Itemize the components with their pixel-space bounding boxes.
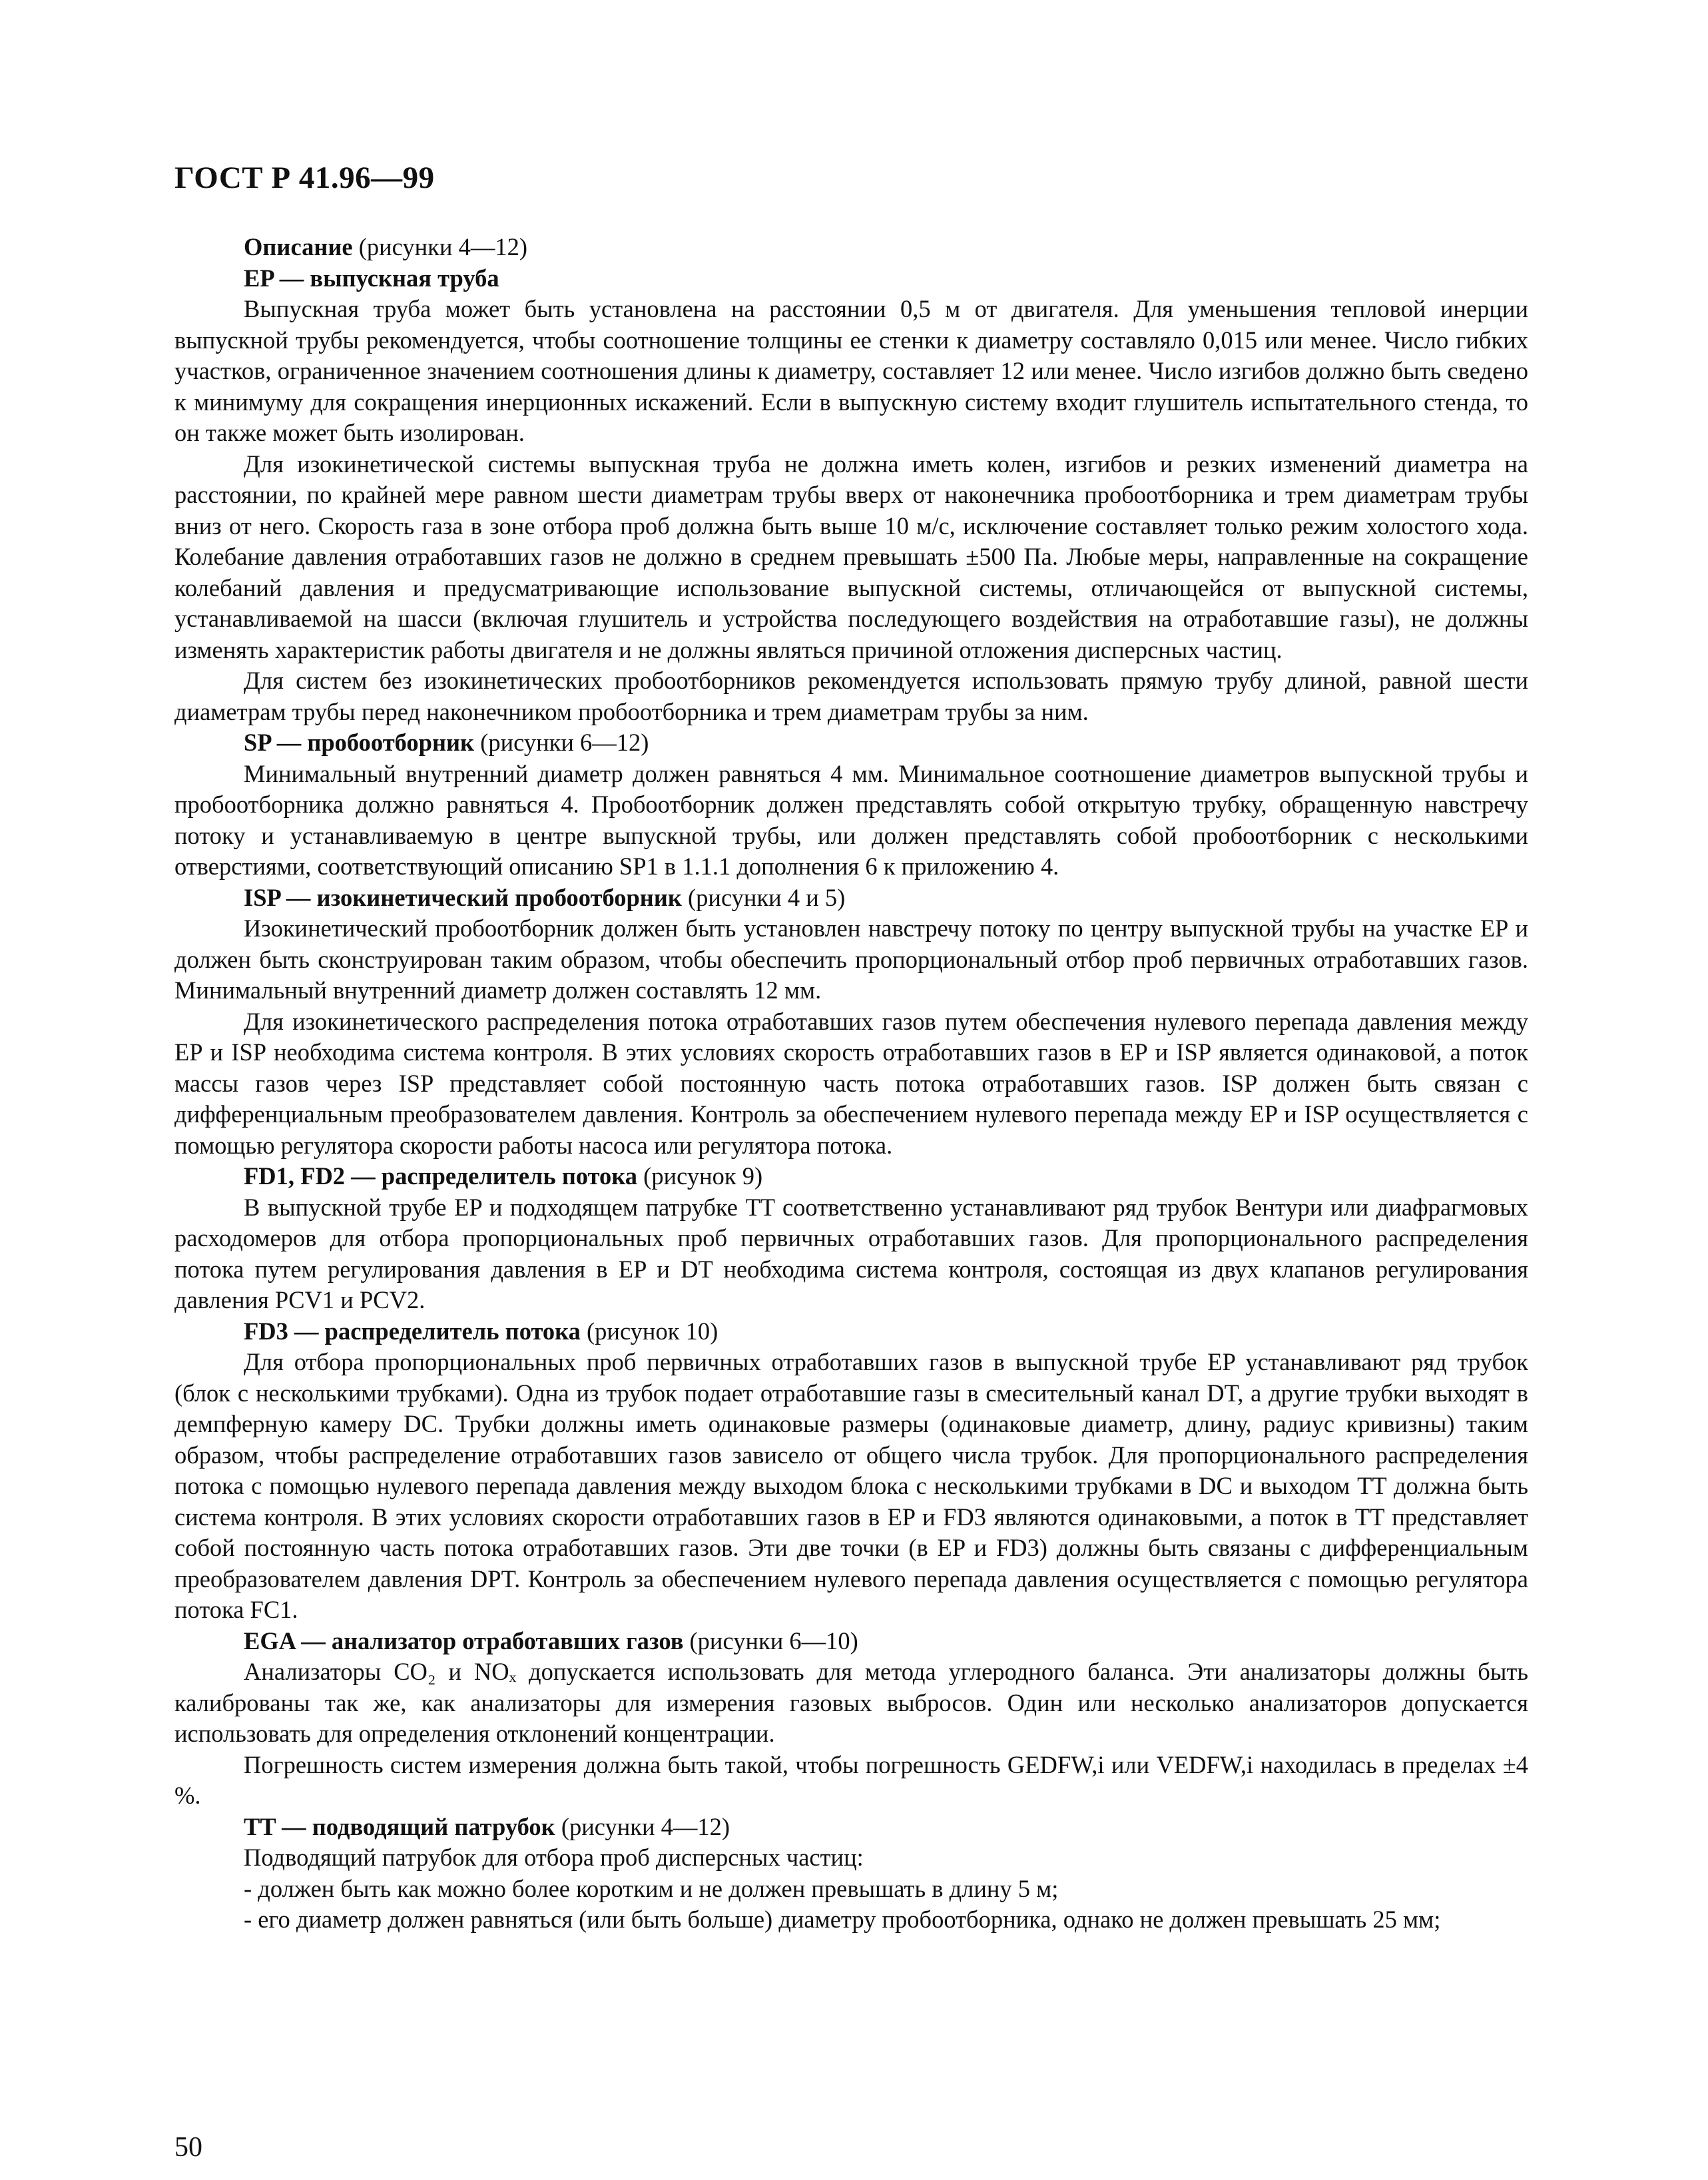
section-heading [174, 1316, 1528, 1347]
body-paragraph: - его диаметр должен равняться (или быть больше) диаметру пробоотборника, однако не должен превышать 25 мм; [244, 1906, 1441, 1933]
section-term: EP — выпускная труба [244, 264, 499, 292]
section-figure-ref: (рисунок 10) [580, 1317, 718, 1345]
body-paragraph: Для отбора пропорциональных проб первичных отработавших газов в выпускной трубе EP устанавливают ряд трубок (блок с несколькими трубками). Одна из трубок подает отработавшие газы в смесительный канал DT, а другие трубки выходят в демпферную камеру DC. Трубки должны иметь одинаковые размеры (одинаковые диаметр, длину, радиус кривизны) таким образом, чтобы распределение отработавших газов зависело от общего числа трубок. Для пропорционального распределения потока с помощью нулевого перепада давления между выходом блока с несколькими трубками в DC и выходом TT должна быть система контроля. В этих условиях скорости отработавших газов в EP и FD3 являются одинаковыми, а поток в TT представляет собой постоянную часть потока отработавших газов. Эти две точки (в EP и FD3) должны быть связаны с дифференциальным преобразователем давления DPT. Контроль за обеспечением нулевого перепада давления осуществляется с помощью регулятора потока FC1. [174, 1348, 1528, 1623]
section-term: SP — пробоотборник [244, 729, 475, 756]
body-paragraph: Погрешность систем измерения должна быть такой, чтобы погрешность GEDFW,i или VEDFW,i находилась в пределах ±4 %. [174, 1750, 1528, 1809]
section-term: TT — подводящий патрубок [244, 1812, 555, 1840]
body-paragraph: - должен быть как можно более коротким и не должен превышать в длину 5 м; [244, 1874, 1059, 1902]
body-paragraph: Анализаторы CO₂ и NOₓ допускается использовать для метода углеродного баланса. Эти анализаторы должны быть калиброваны так же, как анализаторы для измерения газовых выбросов. Один или несколько анализаторов допускается использовать для определения отклонений концентрации. [174, 1658, 1528, 1747]
section-figure-ref: (рисунки 4—12) [555, 1812, 730, 1840]
section-figure-ref: (рисунки 4 и 5) [681, 883, 846, 911]
body-paragraph: Для систем без изокинетических пробоотборников рекомендуется использовать прямую трубу длиной, равной шести диаметрам трубы перед наконечником пробоотборника и трем диаметрам трубы за ним. [174, 667, 1528, 725]
section-heading [174, 883, 1528, 914]
section-heading [174, 263, 1528, 294]
body-paragraph: Выпускная труба может быть установлена на расстоянии 0,5 м от двигателя. Для уменьшения тепловой инерции выпускной трубы рекомендуется, чтобы соотношение толщины ее стенки к диаметру составляло 0,015 или менее. Число гибких участков, ограниченное значением соотношения длины к диаметру, составляет 12 или менее. Число изгибов должно быть сведено к минимуму для сокращения инерционных искажений. Если в выпускную систему входит глушитель испытательного стенда, то он также может быть изолирован. [174, 295, 1528, 446]
section-heading [174, 232, 1528, 263]
section-figure-ref: (рисунок 9) [637, 1162, 763, 1190]
body-paragraph: Подводящий патрубок для отбора проб дисперсных частиц: [244, 1844, 864, 1871]
document-code-header: ГОСТ Р 41.96—99 [174, 161, 435, 195]
body-paragraph: Для изокинетического распределения потока отработавших газов путем обеспечения нулевого перепада давления между EP и ISP необходима система контроля. В этих условиях скорость отработавших газов в EP и ISP является одинаковой, а поток массы газов через ISP представляет собой постоянную часть потока отработавших газов. ISP должен быть связан с дифференциальным преобразователем давления. Контроль за обеспечением нулевого перепада между EP и ISP осуществляется с помощью регулятора скорости работы насоса или регулятора потока. [174, 1007, 1528, 1159]
section-term: Описание [244, 233, 353, 260]
section-heading [174, 1626, 1528, 1657]
section-term: ISP — изокинетический пробоотборник [244, 883, 682, 911]
section-heading [174, 727, 1528, 759]
section-figure-ref: (рисунки 6—12) [474, 729, 649, 756]
section-heading [174, 1161, 1528, 1192]
section-figure-ref: (рисунки 4—12) [352, 233, 527, 260]
body-paragraph: Для изокинетической системы выпускная труба не должна иметь колен, изгибов и резких изменений диаметра на расстоянии, по крайней мере равном шести диаметрам трубы вверх от наконечника пробоотборника и трем диаметрам трубы вниз от него. Скорость газа в зоне отбора проб должна быть выше 10 м/с, исключение составляет только режим холостого хода. Колебание давления отработавших газов не должно в среднем превышать ±500 Па. Любые меры, направленные на сокращение колебаний давления и предусматривающие использование выпускной системы, отличающейся от выпускной системы, устанавливаемой на шасси (включая глушитель и устройства последующего воздействия на отработавшие газы), не должны изменять характеристик работы двигателя и не должны являться причиной отложения дисперсных частиц. [174, 450, 1528, 663]
section-term: FD3 — распределитель потока [244, 1317, 581, 1345]
body-paragraph: В выпускной трубе EP и подходящем патрубке TT соответственно устанавливают ряд трубок Вентури или диафрагмовых расходомеров для отбора пропорциональных проб первичных отработавших газов. Для пропорционального распределения потока путем регулирования давления в EP и DT необходима система контроля, состоящая из двух клапанов регулирования давления PCV1 и PCV2. [174, 1193, 1528, 1313]
body-paragraph: Минимальный внутренний диаметр должен равняться 4 мм. Минимальное соотношение диаметров выпускной трубы и пробоотборника должно равняться 4. Пробоотборник должен представлять собой открытую трубку, обращенную навстречу потоку и устанавливаемую в центре выпускной трубы, или должен представлять собой пробоотборник с несколькими отверстиями, соответствующий описанию SP1 в 1.1.1 дополнения 6 к приложению 4. [174, 759, 1528, 880]
document-body [174, 232, 1528, 1936]
section-term: EGA — анализатор отработавших газов [244, 1627, 684, 1654]
section-heading [174, 1812, 1528, 1843]
section-figure-ref: (рисунки 6—10) [683, 1627, 858, 1654]
section-term: FD1, FD2 — распределитель потока [244, 1162, 638, 1190]
page-number: 50 [174, 2132, 202, 2163]
body-paragraph: Изокинетический пробоотборник должен быть установлен навстречу потоку по центру выпускной трубы на участке EP и должен быть сконструирован таким образом, чтобы обеспечить пропорциональный отбор проб первичных отработавших газов. Минимальный внутренний диаметр должен составлять 12 мм. [174, 914, 1528, 1004]
